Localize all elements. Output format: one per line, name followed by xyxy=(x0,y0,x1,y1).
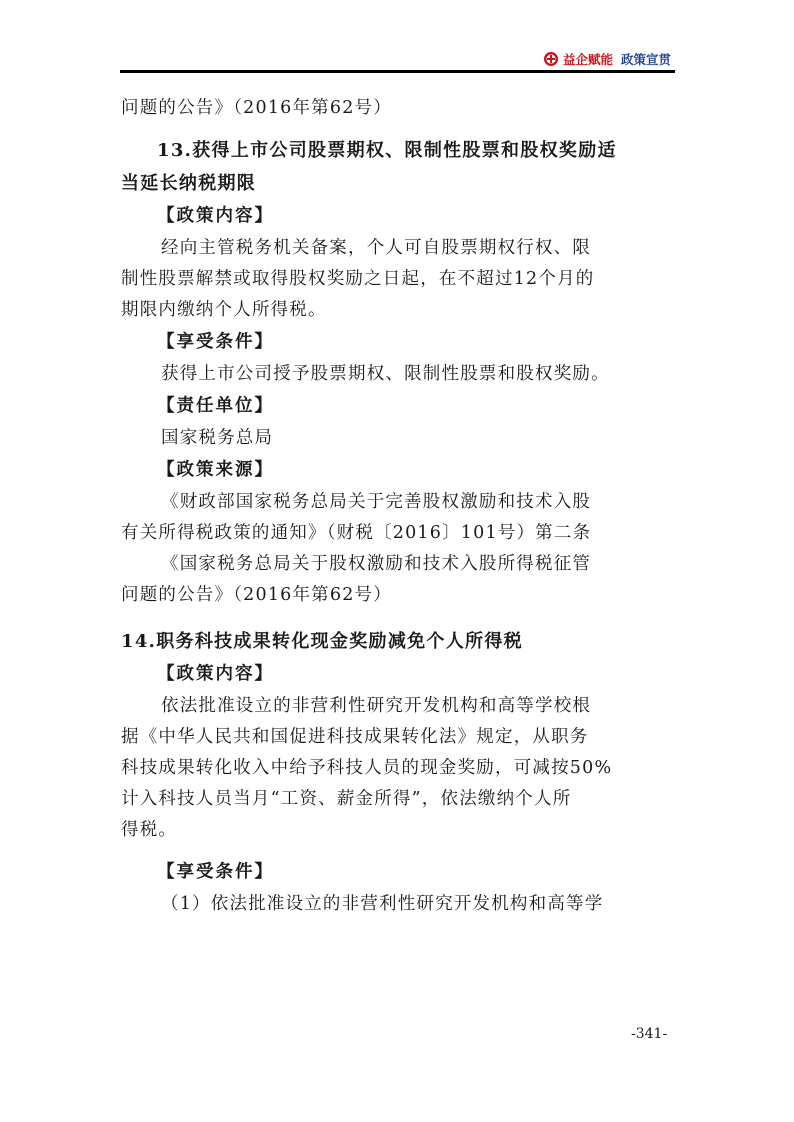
policy-source-label: 【政策来源】 xyxy=(157,460,274,480)
brand-tagline: 政策宣贯 xyxy=(620,52,671,67)
paragraph-line: 得税。 xyxy=(121,820,178,840)
paragraph-line: 国家税务总局 xyxy=(161,428,274,448)
responsible-unit-label: 【责任单位】 xyxy=(157,396,274,416)
paragraph-line: 期限内缴纳个人所得税。 xyxy=(121,300,327,320)
paragraph-line: 科技成果转化收入中给予科技人员的现金奖励，可减按50% xyxy=(121,758,613,778)
section-13-title-line-2: 当延长纳税期限 xyxy=(121,173,257,194)
document-body xyxy=(121,93,676,920)
paragraph-line: 问题的公告》（2016年第62号） xyxy=(121,585,392,605)
brand-name: 益企赋能 xyxy=(562,52,613,67)
header-rule xyxy=(120,70,675,73)
paragraph-line: 据《中华人民共和国促进科技成果转化法》规定，从职务 xyxy=(121,727,589,747)
paragraph-line: 依法批准设立的非营利性研究开发机构和高等学校根 xyxy=(161,696,592,716)
paragraph-line: 《财政部国家税务总局关于完善股权激励和技术入股 xyxy=(161,492,592,512)
page-number: -341- xyxy=(631,1026,668,1042)
paragraph-line: 获得上市公司授予股票期权、限制性股票和股权奖励。 xyxy=(161,364,610,384)
paragraph-line: 《国家税务总局关于股权激励和技术入股所得税征管 xyxy=(161,554,592,574)
paragraph-line: 经向主管税务机关备案，个人可自股票期权行权、限 xyxy=(161,238,592,258)
page-header xyxy=(120,48,675,78)
policy-content-label: 【政策内容】 xyxy=(157,664,274,684)
section-14-title: 14.职务科技成果转化现金奖励减免个人所得税 xyxy=(121,631,523,652)
paragraph-line: （1）依法批准设立的非营利性研究开发机构和高等学 xyxy=(161,894,604,914)
brand xyxy=(543,50,671,68)
brand-logo-icon xyxy=(543,51,559,67)
paragraph-line: 有关所得税政策的通知》（财税〔2016〕101号）第二条 xyxy=(121,523,592,543)
section-13-title-line-1: 13.获得上市公司股票期权、限制性股票和股权奖励适 xyxy=(157,140,617,161)
eligibility-label: 【享受条件】 xyxy=(157,862,274,882)
paragraph-line: 计入科技人员当月“工资、薪金所得”，依法缴纳个人所 xyxy=(121,789,572,809)
paragraph-line: 制性股票解禁或取得股权奖励之日起，在不超过12个月的 xyxy=(121,269,595,289)
eligibility-label: 【享受条件】 xyxy=(157,332,274,352)
continued-text: 问题的公告》（2016年第62号） xyxy=(121,98,392,118)
policy-content-label: 【政策内容】 xyxy=(157,206,274,226)
